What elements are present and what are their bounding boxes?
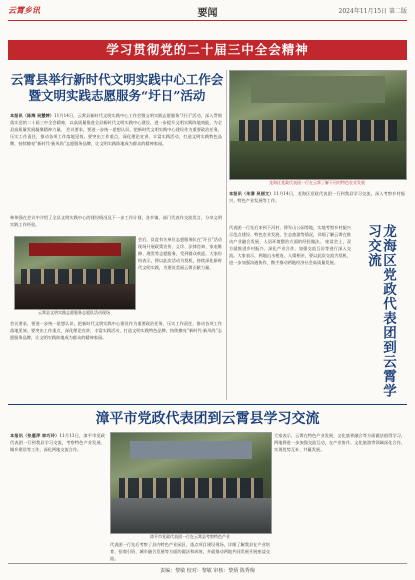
photo-greenhouse <box>251 76 385 103</box>
article1-title <box>10 72 224 104</box>
article2-body-top <box>229 190 405 222</box>
article1-para-1: 11月14日，云霄县新时代文明实践中心工作会暨文明实践志愿服务“圩日”活动，深入贯彻落实党的二十届三中全会精神，以高质量推进全县新时代文明实践中心建设，进一步提升文明实践阵地效能，为全县高质量发展凝聚精神力量。 <box>10 113 222 133</box>
article3-para-1: 11月13日，漳平市党政代表团一行到我县学习交流，考察特色产业发展、城乡建设等工作，深化两地交流合作。 <box>10 433 105 453</box>
article3-para-2: 代表团一行先后考察了县内特色产业园区、重点项目建设现场，详细了解我县在产业培育、招商引资、城乡融合发展等方面的做法和成效，并就推动两地共同发展开展座谈交流。 <box>110 542 270 561</box>
photo-field <box>230 141 406 179</box>
article2-photo <box>229 70 407 180</box>
article1-photo-caption: 云霄县文明实践志愿服务志愿队活动现场 <box>38 310 110 315</box>
article2-byline: 本报讯（朱清 吴丽文） <box>229 191 274 196</box>
article2-para-1: 11月14日，龙海区党政代表团一行到我县学习交流，深入考察乡村振兴、特色产业发展等工作。 <box>229 191 405 204</box>
article1-photo <box>14 236 136 310</box>
article2-para-2: 代表团一行先后来到下河村、将军山公园等地，实地考察乡村振兴示范点建设、特色农业发展、生态旅游等情况，详细了解云霄在推动产业融合发展、人居环境整治方面的经验做法。 <box>229 225 351 245</box>
footer-rule <box>8 563 407 564</box>
photo-floor-3 <box>111 498 271 533</box>
article3-para-3: 大家表示，云霄在特色产业发展、文化旅养融合等方面做法值得学习，两地将进一步加强交流互动，在产业协作、文化旅游等领域深化合作，实现优势互补、共赢发展。 <box>274 433 405 453</box>
article3-col2 <box>110 541 270 561</box>
article2-para-3: 座谈会上，双方就推进乡村振兴、深化产业合作、加强交流互访等进行深入交流。大家表示，两地山水相连、人缘相亲，要以此次交流为契机，进一步加强沟通协作，携手推动两地经济社会高质量发展。 <box>229 239 351 266</box>
article1-byline: 本报讯（陈海 吴慧婷） <box>10 113 54 118</box>
article1-body-mid <box>10 214 222 234</box>
article3-photo-caption: 漳平市党政代表团一行在云霄县考察特色产业 <box>150 534 230 539</box>
article1-title-line1: 云霄县举行新时代文明实践中心工作会 <box>10 72 224 87</box>
photo-factory <box>130 441 252 459</box>
article1-para-2: 会议要求，要进一步统一思想认识，把新时代文明实践中心建设作为重要政治任务，压实工作责任，推动各项工作落地见效。要突出工作重点，深化理论宣讲，丰富实践活动，打造文明实践特色品牌，持续擦亮“新时代·新风尚”志愿服务品牌，让文明实践阵地成为群众的精神家园。 <box>10 127 222 147</box>
section-title: 要闻 <box>197 8 218 19</box>
masthead-rule <box>8 20 407 21</box>
issue-date: 2024年11月15日 第二版 <box>338 8 407 15</box>
article2-body <box>229 224 351 404</box>
article3-col1 <box>10 432 105 560</box>
photo-floor <box>15 284 135 309</box>
column-divider <box>226 70 227 400</box>
article3-title: 漳平市党政代表团到云霄县学习交流 <box>95 411 320 427</box>
article1-title-line2: 暨文明实践志愿服务“圩日”活动 <box>28 88 206 103</box>
photo-stage-banner <box>29 243 120 256</box>
article1-para-4: 会后，县直有关单位志愿服务队在“圩日”活动现场开展政策宣传、义诊、法律咨询、家电维修、理发等志愿服务，受到群众欢迎。大家纷纷表示，将以此次活动为契机，持续深化新时代文明实践，为建设美丽云霄贡献力量。 <box>138 237 222 271</box>
article3-photo <box>110 432 272 534</box>
section-rule <box>8 404 407 405</box>
article3-byline: 本报讯（张惠萍 林巧玲） <box>10 433 60 438</box>
article1-body-side <box>138 236 222 318</box>
masthead <box>8 4 407 18</box>
article2-title: 龙海区党政代表团到云霄学习交流 <box>365 224 396 398</box>
article1-para-3: 林伟强在会议中介绍了全县文明实践中心的建设情况及下一步工作计划，各乡镇、部门代表作交流发言，分享文明实践工作经验。 <box>10 215 222 228</box>
article1-body-top <box>10 112 222 212</box>
article2-photo-caption: 龙海区党政代表团一行在云霄了解下河村特色农业发展 <box>269 180 365 185</box>
topic-banner: 学习贯彻党的二十届三中全会精神 <box>8 40 407 60</box>
article3-col3 <box>274 432 405 560</box>
article1-para-4-cont: 会议要求，要进一步统一思想认识，把新时代文明实践中心建设作为重要政治任务，压实工作责任，推动各项工作落地见效。要突出工作重点，深化理论宣讲，丰富实践活动，打造文明实践特色品牌，持续擦亮“新时代·新风尚”志愿服务品牌，让文明实践阵地成为群众的精神家园。 <box>10 321 222 341</box>
paper-name: 云霄乡讯 <box>8 5 40 15</box>
article1-body-bottom <box>10 320 222 400</box>
footer-editors: 责编：黎敏 校对：黎敏 审核：黎炳 陈秀梅 <box>160 568 255 574</box>
